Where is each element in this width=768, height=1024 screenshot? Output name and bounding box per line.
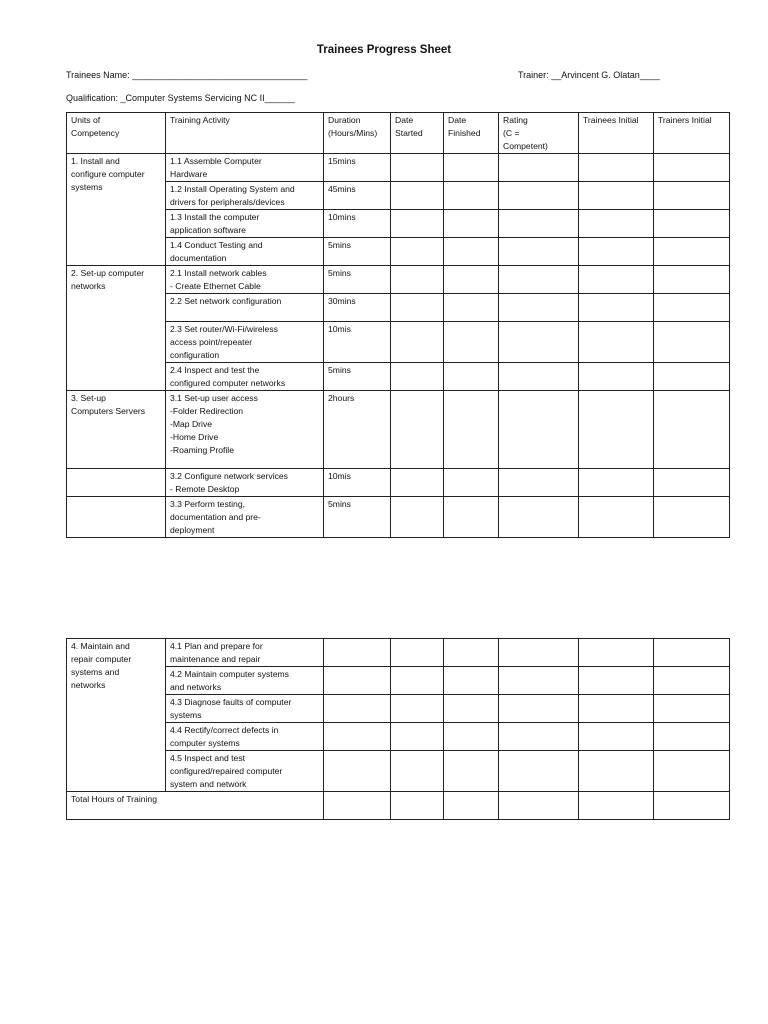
duration-cell [324, 751, 391, 792]
rating-cell[interactable] [499, 238, 579, 266]
trainer-initial-cell[interactable] [654, 639, 730, 667]
table-row [67, 497, 730, 538]
date-finished-cell[interactable] [444, 497, 499, 538]
activity-cell: 2.4 Inspect and test the configured computer networks [166, 363, 324, 391]
table-row [67, 363, 730, 391]
trainer-initial-cell[interactable] [654, 322, 730, 363]
date-finished-cell[interactable] [444, 363, 499, 391]
progress-table-1 [66, 112, 730, 538]
trainer-initial-cell[interactable] [654, 792, 730, 820]
date-finished-cell[interactable] [444, 238, 499, 266]
trainee-initial-cell[interactable] [579, 266, 654, 294]
trainer-initial-cell[interactable] [654, 469, 730, 497]
activity-cell: 1.3 Install the computer application software [166, 210, 324, 238]
activity-cell: 4.5 Inspect and test configured/repaired computer system and network [166, 751, 324, 792]
date-started-cell[interactable] [391, 238, 444, 266]
sheet-title: Trainees Progress Sheet [316, 44, 452, 56]
activity-cell: 2.3 Set router/Wi-Fi/wireless access point/repeater configuration [166, 322, 324, 363]
header-cell: Duration (Hours/Mins) [324, 113, 391, 154]
trainer-initial-cell[interactable] [654, 210, 730, 238]
trainee-name-field [66, 69, 307, 81]
date-finished-cell[interactable] [444, 154, 499, 182]
date-started-cell[interactable] [391, 210, 444, 238]
trainer-initial-cell[interactable] [654, 723, 730, 751]
trainee-initial-cell[interactable] [579, 363, 654, 391]
duration-cell: 10mis [324, 322, 391, 363]
unit-cell [67, 497, 166, 538]
date-started-cell[interactable] [391, 182, 444, 210]
table-row [67, 751, 730, 792]
trainer-label: Trainer: [518, 70, 549, 80]
header-cell: Rating (C = Competent) [499, 113, 579, 154]
duration-cell: 5mins [324, 238, 391, 266]
total-duration-cell[interactable] [324, 792, 391, 820]
total-row [67, 792, 730, 820]
activity-cell: 4.4 Rectify/correct defects in computer systems [166, 723, 324, 751]
activity-cell: 4.2 Maintain computer systems and networks [166, 667, 324, 695]
date-started-cell[interactable] [391, 322, 444, 363]
date-started-cell[interactable] [391, 391, 444, 469]
table-row [67, 154, 730, 182]
total-label-cell: Total Hours of Training [67, 792, 324, 820]
unit-cell: 2. Set-up computer networks [67, 266, 166, 391]
date-finished-cell[interactable] [444, 639, 499, 667]
qualification-value: _Computer Systems Servicing NC II______ [120, 93, 295, 103]
trainer-initial-cell[interactable] [654, 238, 730, 266]
date-finished-cell[interactable] [444, 322, 499, 363]
date-started-cell[interactable] [391, 363, 444, 391]
duration-cell [324, 667, 391, 695]
rating-cell[interactable] [499, 363, 579, 391]
duration-cell: 15mins [324, 154, 391, 182]
trainee-initial-cell[interactable] [579, 751, 654, 792]
date-finished-cell[interactable] [444, 210, 499, 238]
trainer-initial-cell[interactable] [654, 154, 730, 182]
date-started-cell[interactable] [391, 639, 444, 667]
qualification-field [66, 92, 295, 104]
rating-cell[interactable] [499, 695, 579, 723]
date-started-cell[interactable] [391, 469, 444, 497]
trainee-initial-cell[interactable] [579, 792, 654, 820]
rating-cell[interactable] [499, 154, 579, 182]
rating-cell[interactable] [499, 667, 579, 695]
trainee-initial-cell[interactable] [579, 469, 654, 497]
rating-cell[interactable] [499, 469, 579, 497]
trainee-initial-cell[interactable] [579, 667, 654, 695]
trainer-initial-cell[interactable] [654, 266, 730, 294]
activity-cell: 1.2 Install Operating System and drivers for peripherals/devices [166, 182, 324, 210]
date-finished-cell[interactable] [444, 695, 499, 723]
table-row [67, 391, 730, 469]
rating-cell[interactable] [499, 210, 579, 238]
date-started-cell[interactable] [391, 723, 444, 751]
trainer-initial-cell[interactable] [654, 751, 730, 792]
trainee-initial-cell[interactable] [579, 294, 654, 322]
trainer-initial-cell[interactable] [654, 182, 730, 210]
activity-cell: 2.1 Install network cables - Create Ethernet Cable [166, 266, 324, 294]
table-row [67, 210, 730, 238]
header-cell: Date Started [391, 113, 444, 154]
activity-cell: 3.2 Configure network services - Remote Desktop [166, 469, 324, 497]
date-finished-cell[interactable] [444, 667, 499, 695]
duration-cell: 2hours [324, 391, 391, 469]
activity-cell: 2.2 Set network configuration [166, 294, 324, 322]
duration-cell: 45mins [324, 182, 391, 210]
header-cell: Units of Competency [67, 113, 166, 154]
trainee-initial-cell[interactable] [579, 723, 654, 751]
trainer-field [518, 69, 660, 81]
progress-table-2 [66, 638, 730, 820]
header-cell: Trainees Initial [579, 113, 654, 154]
date-finished-cell[interactable] [444, 391, 499, 469]
rating-cell[interactable] [499, 322, 579, 363]
duration-cell: 30mins [324, 294, 391, 322]
rating-cell[interactable] [499, 182, 579, 210]
rating-cell[interactable] [499, 266, 579, 294]
rating-cell[interactable] [499, 751, 579, 792]
date-started-cell[interactable] [391, 294, 444, 322]
duration-cell [324, 639, 391, 667]
table-row [67, 182, 730, 210]
activity-cell: 4.3 Diagnose faults of computer systems [166, 695, 324, 723]
trainer-value: __Arvincent G. Olatan____ [551, 70, 660, 80]
date-finished-cell[interactable] [444, 266, 499, 294]
date-started-cell[interactable] [391, 792, 444, 820]
trainee-name-label: Trainees Name: [66, 70, 130, 80]
trainee-initial-cell[interactable] [579, 391, 654, 469]
rating-cell[interactable] [499, 497, 579, 538]
trainee-initial-cell[interactable] [579, 210, 654, 238]
duration-cell [324, 695, 391, 723]
trainer-initial-cell[interactable] [654, 294, 730, 322]
unit-cell: 4. Maintain and repair computer systems and networks [67, 639, 166, 792]
duration-cell [324, 723, 391, 751]
rating-cell[interactable] [499, 391, 579, 469]
trainee-name-value: ___________________________________ [132, 70, 308, 80]
activity-cell: 4.1 Plan and prepare for maintenance and repair [166, 639, 324, 667]
activity-cell: 1.1 Assemble Computer Hardware [166, 154, 324, 182]
activity-cell: 3.3 Perform testing, documentation and pre- deployment [166, 497, 324, 538]
date-started-cell[interactable] [391, 154, 444, 182]
date-started-cell[interactable] [391, 751, 444, 792]
date-started-cell[interactable] [391, 266, 444, 294]
trainer-initial-cell[interactable] [654, 695, 730, 723]
header-cell: Date Finished [444, 113, 499, 154]
activity-cell: 1.4 Conduct Testing and documentation [166, 238, 324, 266]
date-finished-cell[interactable] [444, 792, 499, 820]
table-row [67, 322, 730, 363]
duration-cell: 5mins [324, 497, 391, 538]
trainee-initial-cell[interactable] [579, 322, 654, 363]
rating-cell[interactable] [499, 723, 579, 751]
duration-cell: 10mins [324, 210, 391, 238]
table-row [67, 238, 730, 266]
duration-cell: 5mins [324, 363, 391, 391]
trainee-initial-cell[interactable] [579, 639, 654, 667]
date-started-cell[interactable] [391, 667, 444, 695]
date-finished-cell[interactable] [444, 469, 499, 497]
unit-cell: 1. Install and configure computer systems [67, 154, 166, 266]
trainee-initial-cell[interactable] [579, 238, 654, 266]
table-row [67, 266, 730, 294]
date-finished-cell[interactable] [444, 182, 499, 210]
header-cell: Training Activity [166, 113, 324, 154]
table-row [67, 294, 730, 322]
trainer-initial-cell[interactable] [654, 363, 730, 391]
qualification-label: Qualification: [66, 93, 119, 103]
trainer-initial-cell[interactable] [654, 667, 730, 695]
trainee-initial-cell[interactable] [579, 497, 654, 538]
date-started-cell[interactable] [391, 497, 444, 538]
table-row [67, 667, 730, 695]
header-cell: Trainers Initial [654, 113, 730, 154]
trainer-initial-cell[interactable] [654, 391, 730, 469]
date-finished-cell[interactable] [444, 751, 499, 792]
trainee-initial-cell[interactable] [579, 182, 654, 210]
date-finished-cell[interactable] [444, 294, 499, 322]
activity-cell: 3.1 Set-up user access -Folder Redirection -Map Drive -Home Drive -Roaming Profile [166, 391, 324, 469]
rating-cell[interactable] [499, 639, 579, 667]
table-row [67, 695, 730, 723]
unit-cell [67, 469, 166, 497]
date-started-cell[interactable] [391, 695, 444, 723]
header-row [67, 113, 730, 154]
table-row [67, 639, 730, 667]
trainer-initial-cell[interactable] [654, 497, 730, 538]
unit-cell: 3. Set-up Computers Servers [67, 391, 166, 469]
duration-cell: 10mis [324, 469, 391, 497]
date-finished-cell[interactable] [444, 723, 499, 751]
rating-cell[interactable] [499, 294, 579, 322]
table-row [67, 469, 730, 497]
trainee-initial-cell[interactable] [579, 154, 654, 182]
duration-cell: 5mins [324, 266, 391, 294]
table-row [67, 723, 730, 751]
rating-cell[interactable] [499, 792, 579, 820]
trainee-initial-cell[interactable] [579, 695, 654, 723]
